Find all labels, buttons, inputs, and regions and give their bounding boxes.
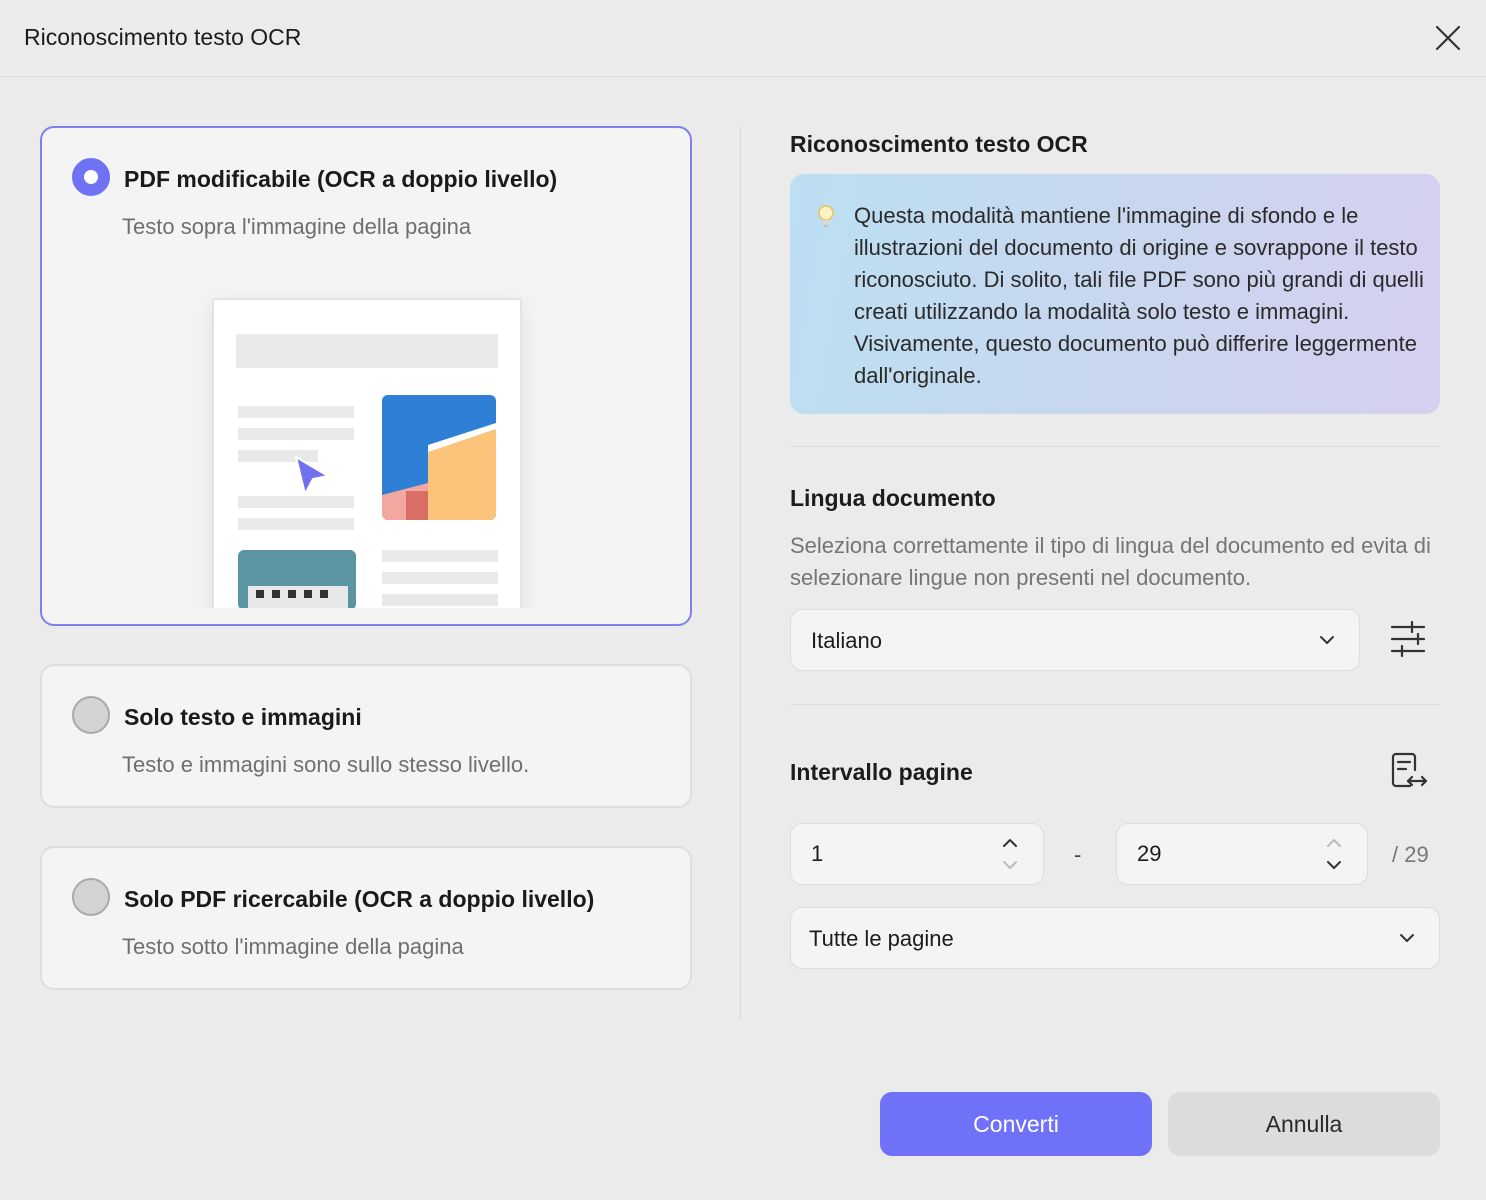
- language-value: Italiano: [811, 628, 882, 653]
- cursor-icon: [292, 454, 332, 500]
- chevron-up-icon[interactable]: [1001, 836, 1019, 850]
- page-range-select[interactable]: [790, 907, 1440, 969]
- option-subtitle: Testo e immagini sono sullo stesso livello.: [122, 752, 530, 777]
- page-total: / 29: [1392, 842, 1429, 867]
- convert-button[interactable]: Converti: [880, 1092, 1152, 1156]
- option-title: Solo testo e immagini: [124, 704, 362, 730]
- page-range-option-button[interactable]: [1388, 750, 1430, 792]
- language-settings-button[interactable]: [1388, 619, 1428, 659]
- page-from-field[interactable]: [790, 823, 1044, 885]
- page-from-input[interactable]: [811, 838, 961, 870]
- option-title: Solo PDF ricercabile (OCR a doppio livello): [124, 886, 595, 912]
- radio-searchable-pdf[interactable]: [72, 878, 110, 916]
- chevron-up-icon[interactable]: [1325, 836, 1343, 850]
- language-description: Seleziona correttamente il tipo di lingua del documento ed evita di selezionare lingue non presenti nel documento.: [790, 533, 1431, 590]
- separator: [790, 446, 1440, 447]
- option-subtitle: Testo sotto l'immagine della pagina: [122, 934, 464, 959]
- option-editable-pdf[interactable]: [40, 126, 692, 626]
- page-to-input[interactable]: [1137, 838, 1287, 870]
- info-box: [790, 174, 1440, 414]
- chevron-down-icon[interactable]: [1001, 858, 1019, 872]
- separator: [790, 704, 1440, 705]
- radio-editable-pdf[interactable]: [72, 158, 110, 196]
- page-range-icon: [1388, 750, 1430, 792]
- building-image-icon: [382, 395, 496, 520]
- facade-image-icon: [238, 550, 356, 608]
- document-page-illustration: [212, 298, 522, 608]
- document-preview: [182, 278, 562, 608]
- sliders-icon: [1388, 619, 1428, 659]
- chevron-down-icon: [1319, 632, 1335, 648]
- info-text: Questa modalità mantiene l'immagine di sfondo e le illustrazioni del documento di origine e sovrappone il testo riconosciuto. Di solito, tali file PDF sono più grandi di quelli creati utilizzando la modalità solo testo e immagini. Visivamente, questo documento può differire leggermente dall'originale.: [854, 203, 1424, 388]
- option-title: PDF modificabile (OCR a doppio livello): [124, 166, 558, 192]
- title-bar: [0, 0, 1486, 77]
- ocr-heading: Riconoscimento testo OCR: [790, 131, 1088, 157]
- cancel-button[interactable]: Annulla: [1168, 1092, 1440, 1156]
- language-heading: Lingua documento: [790, 485, 996, 511]
- chevron-down-icon[interactable]: [1325, 858, 1343, 872]
- close-icon: [1430, 20, 1466, 56]
- language-select[interactable]: [790, 609, 1360, 671]
- radio-text-and-images[interactable]: [72, 696, 110, 734]
- dialog-title: Riconoscimento testo OCR: [24, 24, 302, 50]
- option-searchable-pdf[interactable]: [40, 846, 692, 990]
- page-range-value: Tutte le pagine: [809, 926, 954, 951]
- range-separator: -: [1074, 842, 1082, 867]
- column-divider: [740, 126, 741, 1020]
- chevron-down-icon: [1399, 930, 1415, 946]
- option-subtitle: Testo sopra l'immagine della pagina: [122, 214, 472, 239]
- option-text-and-images[interactable]: [40, 664, 692, 808]
- close-button[interactable]: [1430, 20, 1466, 56]
- page-range-heading: Intervallo pagine: [790, 759, 973, 785]
- lightbulb-icon: [816, 204, 836, 230]
- page-to-field[interactable]: [1116, 823, 1368, 885]
